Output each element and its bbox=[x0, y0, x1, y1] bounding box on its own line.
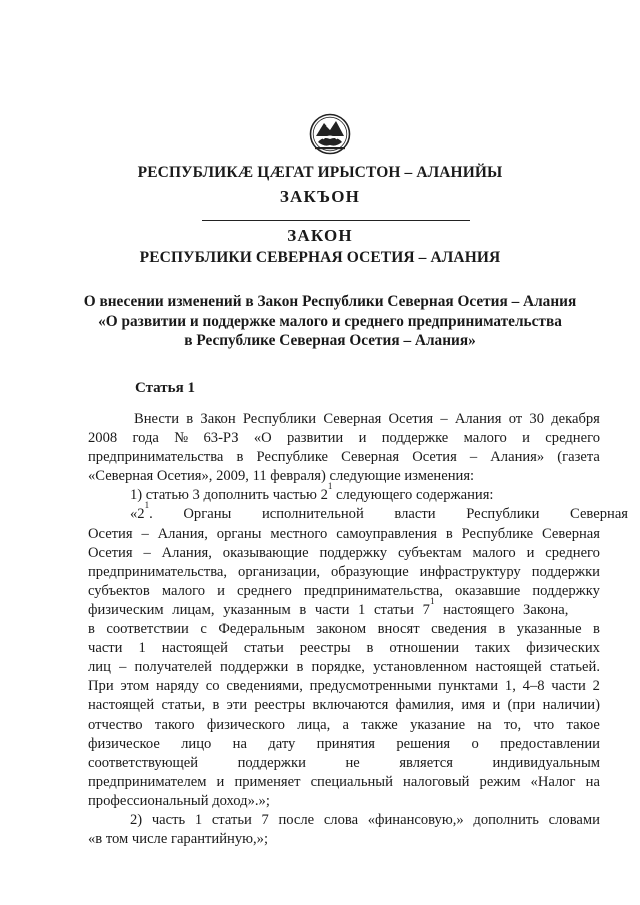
word: соответствующей bbox=[88, 754, 199, 771]
word: имя bbox=[461, 697, 486, 714]
word: 30 bbox=[529, 411, 544, 427]
word: 2008 bbox=[88, 430, 118, 447]
word: Северная bbox=[323, 411, 382, 427]
word: применяет bbox=[234, 773, 301, 790]
word: Алания» bbox=[490, 449, 545, 466]
word: поддержки bbox=[531, 563, 600, 580]
word: поддержки bbox=[237, 754, 306, 771]
word: в bbox=[186, 411, 194, 427]
text-line bbox=[88, 696, 600, 715]
word: о bbox=[471, 735, 479, 752]
word: Алания, bbox=[157, 525, 208, 542]
text-fragment: физическим лицам, указанным в части 1 статьи 7 bbox=[88, 601, 430, 618]
word: реестры bbox=[254, 697, 306, 714]
text-line bbox=[88, 754, 600, 773]
word: предусмотренными bbox=[309, 678, 432, 695]
word: субъектам bbox=[397, 544, 462, 561]
law-title-line: «О развитии и поддержке малого и среднего предпринимательства bbox=[98, 312, 562, 330]
word: оказавшие bbox=[454, 582, 521, 599]
word: образующие bbox=[331, 563, 409, 580]
word: соответствии bbox=[106, 621, 189, 638]
coat-of-arms-emblem bbox=[309, 112, 351, 156]
word: (при bbox=[507, 697, 536, 714]
text-line bbox=[88, 620, 600, 639]
word: Республике bbox=[461, 525, 534, 542]
word: – bbox=[143, 544, 151, 561]
text-line bbox=[88, 500, 629, 524]
header-divider bbox=[202, 220, 470, 221]
word: малого bbox=[463, 430, 507, 447]
word: «О bbox=[253, 430, 272, 447]
word: поддержку bbox=[319, 544, 388, 561]
text-line bbox=[88, 481, 600, 505]
word: наличии) bbox=[542, 697, 600, 714]
word: декабря bbox=[551, 411, 600, 427]
word: словами bbox=[548, 811, 600, 828]
word: статьей. bbox=[549, 659, 600, 676]
word: отчество bbox=[88, 716, 143, 733]
word: статьи bbox=[211, 811, 252, 828]
word: среднего bbox=[545, 544, 600, 561]
word: законом bbox=[316, 621, 367, 638]
word: оказывающие bbox=[222, 544, 309, 561]
header-republic-ossetian: РЕСПУБЛИКӔ ЦӔГАТ ИРЫСТОН – АЛАНИЙЫ bbox=[137, 164, 503, 181]
word: порядке, bbox=[311, 659, 365, 676]
word: Осетия bbox=[88, 525, 133, 542]
word: и bbox=[526, 544, 535, 561]
word: указанные bbox=[516, 621, 582, 638]
word: со bbox=[205, 678, 220, 695]
word: развитии bbox=[287, 430, 344, 447]
word: индивидуальным bbox=[492, 754, 600, 771]
word: сведения bbox=[431, 621, 487, 638]
word: предпринимателем bbox=[88, 773, 207, 790]
word: налоговый bbox=[403, 773, 470, 790]
word: Северная bbox=[341, 449, 400, 466]
word: поддержке bbox=[381, 430, 449, 447]
word: фамилия, bbox=[395, 697, 455, 714]
text-line bbox=[88, 639, 600, 658]
word: указание bbox=[410, 716, 466, 733]
word: реестры bbox=[299, 640, 351, 657]
word: часть bbox=[151, 811, 186, 828]
word: Осетия bbox=[412, 449, 457, 466]
word: в bbox=[498, 621, 506, 638]
word: лица, bbox=[297, 716, 331, 733]
word: поддержки bbox=[220, 659, 289, 676]
word: отношении bbox=[389, 640, 460, 657]
header-law-ossetian: ЗАКЪОН bbox=[279, 187, 361, 206]
text-line bbox=[88, 595, 600, 620]
word: слова bbox=[323, 811, 359, 828]
text-line: «в том числе гарантийную,»; bbox=[88, 831, 269, 848]
word: предпринимательства, bbox=[88, 563, 228, 580]
word: «финансовую,» bbox=[367, 811, 464, 828]
text-fragment: «2 bbox=[130, 506, 145, 523]
word: (газета bbox=[557, 449, 600, 466]
word: предоставлении bbox=[500, 735, 600, 752]
word: в bbox=[445, 525, 453, 542]
text-fragment: 1) статью 3 дополнить частью 2 bbox=[130, 487, 328, 504]
word: пунктами bbox=[438, 678, 499, 695]
word: лицо bbox=[181, 735, 212, 752]
word: статьи, bbox=[161, 697, 206, 714]
word: не bbox=[345, 754, 360, 771]
word: субъектов bbox=[88, 582, 150, 599]
word: в bbox=[366, 640, 374, 657]
word: настоящей bbox=[161, 640, 228, 657]
word: в bbox=[236, 449, 244, 466]
text-line: «Северная Осетия», 2009, 11 февраля) следующие изменения: bbox=[88, 468, 475, 485]
word: органы bbox=[216, 525, 262, 542]
word: При bbox=[88, 678, 114, 695]
word: части bbox=[88, 640, 123, 657]
header-republic-russian: РЕСПУБЛИКИ СЕВЕРНАЯ ОСЕТИЯ – АЛАНИЯ bbox=[139, 249, 501, 266]
word: предпринимательства, bbox=[303, 582, 443, 599]
text-line bbox=[88, 410, 600, 429]
word: и bbox=[217, 582, 225, 599]
word: на bbox=[585, 773, 600, 790]
word: инфраструктуру bbox=[419, 563, 521, 580]
word: и bbox=[358, 430, 367, 447]
text-line: профессиональный доход».»; bbox=[88, 792, 270, 809]
word: физическое bbox=[88, 735, 160, 752]
text-fragment: следующего содержания: bbox=[332, 487, 494, 504]
text-line bbox=[88, 735, 600, 754]
word: 2 bbox=[592, 678, 600, 695]
word: Алания, bbox=[161, 544, 212, 561]
word: что bbox=[533, 716, 555, 733]
word: таких bbox=[475, 640, 511, 657]
word: и bbox=[216, 773, 225, 790]
word: Осетия bbox=[388, 411, 434, 427]
law-title-line: в Республике Северная Осетия – Алания» bbox=[184, 332, 476, 349]
word: 1 bbox=[138, 640, 146, 657]
word: Алания bbox=[454, 411, 502, 427]
word: на bbox=[232, 735, 247, 752]
word: Республике bbox=[256, 449, 329, 466]
word: принятия bbox=[316, 735, 375, 752]
word: – bbox=[141, 525, 149, 542]
word: среднего bbox=[545, 430, 600, 447]
word: физического bbox=[206, 716, 285, 733]
article-heading: Статья 1 bbox=[135, 380, 195, 396]
word: поддержку bbox=[532, 582, 600, 599]
word: Северная bbox=[542, 525, 600, 542]
word: в bbox=[296, 659, 304, 676]
word: дату bbox=[268, 735, 296, 752]
word: установленном bbox=[373, 659, 468, 676]
word: предпринимательства bbox=[88, 449, 224, 466]
word: физических bbox=[526, 640, 600, 657]
text-line bbox=[88, 658, 600, 677]
superscript: 1 bbox=[429, 595, 435, 606]
superscript: 1 bbox=[144, 500, 150, 511]
word: а bbox=[342, 716, 349, 733]
word: Федеральным bbox=[218, 621, 305, 638]
word: такого bbox=[154, 716, 195, 733]
word: от bbox=[508, 411, 523, 427]
word: лиц bbox=[88, 659, 111, 676]
word: самоуправления bbox=[336, 525, 437, 542]
word: 7 bbox=[261, 811, 269, 828]
word: статьи bbox=[243, 640, 284, 657]
word: на bbox=[477, 716, 492, 733]
header-law-russian: ЗАКОН bbox=[287, 226, 353, 245]
word: организации, bbox=[238, 563, 321, 580]
word: в bbox=[593, 621, 600, 638]
word: 1, bbox=[504, 678, 516, 695]
text-line bbox=[88, 429, 600, 448]
word: то, bbox=[503, 716, 522, 733]
word: включаются bbox=[312, 697, 389, 714]
word: в bbox=[88, 621, 95, 638]
word: «Налог bbox=[530, 773, 576, 790]
word: решения bbox=[396, 735, 451, 752]
text-line bbox=[88, 448, 600, 467]
text-line bbox=[88, 716, 600, 735]
text-line bbox=[88, 544, 600, 563]
word: также bbox=[361, 716, 398, 733]
word: получателей bbox=[134, 659, 212, 676]
word: Внести bbox=[134, 411, 180, 427]
word: – bbox=[469, 449, 478, 466]
text-line bbox=[88, 677, 600, 696]
superscript: 1 bbox=[327, 481, 333, 492]
word: № bbox=[174, 430, 189, 447]
word: Республики bbox=[242, 411, 317, 427]
word: режим bbox=[479, 773, 521, 790]
word: 63-РЗ bbox=[203, 430, 239, 447]
word: Осетия bbox=[88, 544, 133, 561]
text-line bbox=[88, 811, 600, 830]
word: 2) bbox=[130, 811, 143, 828]
word: специальный bbox=[310, 773, 393, 790]
word: сведениями, bbox=[226, 678, 303, 695]
word: части bbox=[551, 678, 586, 695]
law-title-line: О внесении изменений в Закон Республики Северная Осетия – Алания bbox=[83, 293, 577, 310]
word: Закон bbox=[200, 411, 236, 427]
word: малого bbox=[161, 582, 206, 599]
word: среднего bbox=[237, 582, 292, 599]
word: и bbox=[522, 430, 530, 447]
word: 4–8 bbox=[522, 678, 545, 695]
word: года bbox=[132, 430, 159, 447]
text-fragment: настоящего Закона, bbox=[434, 601, 569, 618]
word: эти bbox=[226, 697, 248, 714]
text-line bbox=[88, 563, 600, 582]
word: местного bbox=[270, 525, 328, 542]
word: и bbox=[492, 697, 501, 714]
word: такое bbox=[566, 716, 600, 733]
law-title bbox=[60, 292, 600, 351]
word: этом bbox=[120, 678, 150, 695]
article-body bbox=[88, 410, 629, 849]
word: настоящей bbox=[475, 659, 542, 676]
word: после bbox=[278, 811, 315, 828]
word: малого bbox=[472, 544, 516, 561]
text-line bbox=[88, 525, 600, 544]
text-line bbox=[88, 582, 600, 601]
word: настоящей bbox=[88, 697, 155, 714]
word: 1 bbox=[194, 811, 203, 828]
word: в bbox=[212, 697, 220, 714]
word: дополнить bbox=[473, 811, 539, 828]
word: – bbox=[440, 411, 448, 427]
word: является bbox=[399, 754, 453, 771]
word: с bbox=[200, 621, 207, 638]
text-line bbox=[88, 773, 600, 792]
word: наряду bbox=[155, 678, 199, 695]
word: – bbox=[119, 659, 127, 676]
text-fragment: . Органы исполнительной власти Республики Северная bbox=[149, 506, 629, 523]
word: вносят bbox=[377, 621, 420, 638]
